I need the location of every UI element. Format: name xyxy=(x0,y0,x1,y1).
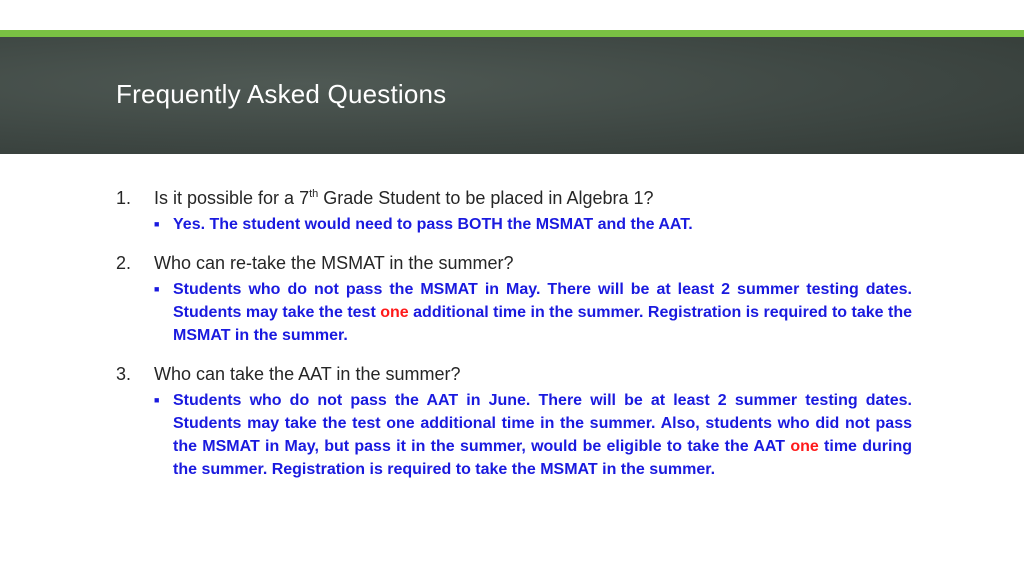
question-number: 1. xyxy=(116,188,132,208)
top-margin xyxy=(0,0,1024,30)
superscript-suffix: th xyxy=(309,188,319,200)
answer-2 xyxy=(154,278,912,347)
emphasis-text: one xyxy=(790,438,819,455)
accent-bar xyxy=(0,30,1024,37)
answer-text xyxy=(173,389,912,481)
question-text-part: Is it possible for a 7 xyxy=(154,188,310,208)
answer-1 xyxy=(154,213,912,236)
faq-item-2 xyxy=(116,250,912,347)
question-text: Who can re-take the MSMAT in the summer? xyxy=(154,253,514,273)
question-text xyxy=(154,185,912,211)
answer-text-part: time during the summer. Registration is required to take the MSMAT in the summer. xyxy=(173,438,912,478)
slide-title: Frequently Asked Questions xyxy=(116,79,447,109)
square-bullet-icon: ■ xyxy=(154,219,160,229)
square-bullet-icon: ■ xyxy=(154,284,160,294)
faq-list xyxy=(116,185,912,495)
question-1 xyxy=(116,185,912,211)
answer-text-part: Students who do not pass the MSMAT in May. There will be at least 2 summer testing dates. Students may take the test xyxy=(173,281,912,321)
question-text: Who can take the AAT in the summer? xyxy=(154,364,461,384)
answer-text-part: additional time in the summer. Registration is required to take the MSMAT in the summer. xyxy=(173,304,913,344)
answer-3 xyxy=(154,389,912,481)
question-2 xyxy=(116,250,912,276)
question-text-part: Grade Student to be placed in Algebra 1? xyxy=(318,188,654,208)
emphasis-text: one xyxy=(380,304,409,321)
question-number: 3. xyxy=(116,364,132,384)
question-number: 2. xyxy=(116,253,132,273)
answer-text xyxy=(173,213,912,236)
question-3 xyxy=(116,361,912,387)
answer-text xyxy=(173,278,912,347)
faq-item-3 xyxy=(116,361,912,481)
title-banner xyxy=(0,37,1024,154)
square-bullet-icon: ■ xyxy=(154,395,160,405)
faq-item-1 xyxy=(116,185,912,236)
answer-text-part: Students who do not pass the AAT in June. There will be at least 2 summer testing dates. Students may take the test one additional time in the summer. Also, students who did not pass the MSMAT in May, but pass it in the summer, would be eligible to take the AAT xyxy=(173,392,912,455)
answer-text-part: Yes. The student would need to pass BOTH the MSMAT and the AAT. xyxy=(173,216,693,233)
